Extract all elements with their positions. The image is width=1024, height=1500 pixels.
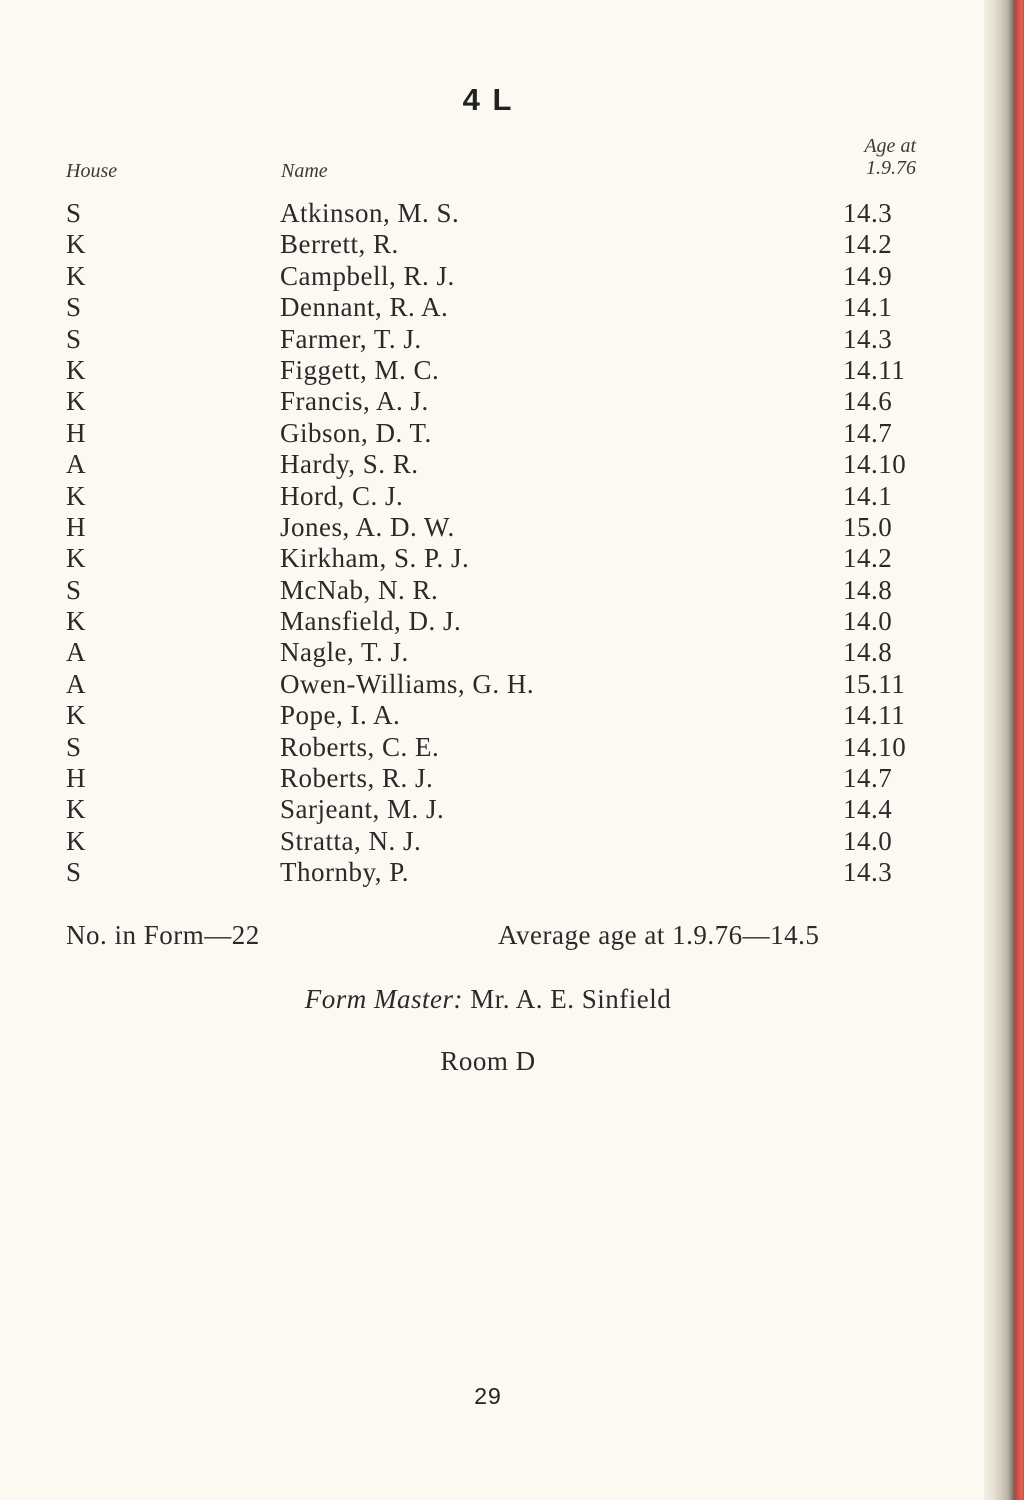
student-row	[0, 292, 976, 323]
student-house: K	[66, 543, 86, 574]
student-name: Pope, I. A.	[280, 700, 401, 731]
student-age: 14.3	[843, 323, 893, 354]
student-house: K	[66, 229, 86, 260]
student-age: 14.11	[843, 354, 906, 385]
student-age: 14.1	[843, 480, 893, 511]
student-row	[0, 386, 976, 417]
student-house: S	[66, 198, 82, 228]
age-header-line-2: 1.9.76	[866, 157, 916, 179]
student-name: Campbell, R. J.	[280, 260, 455, 291]
student-row	[0, 449, 976, 480]
student-name: Gibson, D. T.	[280, 417, 432, 448]
student-house: A	[66, 668, 86, 699]
student-age: 14.1	[843, 292, 893, 323]
student-row	[0, 355, 976, 386]
student-name: Berrett, R.	[280, 229, 399, 260]
student-age: 14.2	[843, 229, 893, 260]
room: Room D	[440, 1046, 536, 1076]
page-number: 29	[474, 1383, 502, 1409]
student-name: Thornby, P.	[280, 857, 410, 888]
student-name: Stratta, N. J.	[280, 825, 422, 856]
student-row	[0, 826, 976, 857]
student-house: S	[66, 574, 82, 605]
student-row	[0, 606, 976, 637]
house-column-header: House	[66, 160, 118, 182]
student-house: A	[66, 637, 86, 668]
student-house: H	[66, 763, 86, 794]
student-name: Jones, A. D. W.	[280, 511, 455, 542]
student-age: 14.0	[843, 606, 893, 637]
student-house: H	[66, 511, 86, 542]
student-age: 14.2	[843, 543, 893, 574]
student-house: S	[66, 323, 82, 354]
student-row	[0, 732, 976, 763]
student-name: Roberts, R. J.	[280, 763, 434, 794]
student-row	[0, 857, 976, 888]
student-name: Hardy, S. R.	[280, 449, 419, 480]
student-house: K	[66, 794, 86, 825]
form-master-label: Form Master:	[304, 984, 463, 1014]
student-row	[0, 229, 976, 260]
student-name: Farmer, T. J.	[280, 323, 422, 354]
student-age: 14.8	[843, 574, 893, 605]
student-name: Figgett, M. C.	[280, 354, 440, 385]
student-roster	[0, 198, 976, 889]
student-row	[0, 669, 976, 700]
student-name: Sarjeant, M. J.	[280, 794, 445, 825]
form-master-name: Mr. A. E. Sinfield	[470, 984, 672, 1014]
student-house: K	[66, 480, 86, 511]
student-house: K	[66, 386, 86, 417]
student-age: 14.0	[843, 825, 893, 856]
student-age: 14.7	[843, 763, 893, 794]
student-row	[0, 763, 976, 794]
student-row	[0, 575, 976, 606]
student-row	[0, 512, 976, 543]
student-house: K	[66, 700, 86, 731]
student-name: Atkinson, M. S.	[280, 198, 460, 228]
student-house: S	[66, 857, 82, 888]
age-column-header	[800, 135, 916, 179]
student-age: 14.3	[843, 198, 893, 228]
student-age: 14.10	[843, 731, 907, 762]
student-age: 14.3	[843, 857, 893, 888]
student-age: 15.0	[843, 511, 893, 542]
student-house: S	[66, 292, 82, 323]
form-title: 4 L	[462, 82, 514, 117]
student-name: Mansfield, D. J.	[280, 606, 462, 637]
student-name: Kirkham, S. P. J.	[280, 543, 470, 574]
student-row	[0, 700, 976, 731]
student-name: Nagle, T. J.	[280, 637, 409, 668]
student-name: Francis, A. J.	[280, 386, 429, 417]
student-row	[0, 481, 976, 512]
average-age: Average age at 1.9.76—14.5	[498, 920, 820, 950]
student-house: K	[66, 260, 86, 291]
student-row	[0, 543, 976, 574]
form-master-line	[0, 984, 976, 1015]
student-house: A	[66, 449, 86, 480]
student-age: 14.6	[843, 386, 893, 417]
name-column-header: Name	[281, 160, 328, 182]
student-name: Dennant, R. A.	[280, 292, 449, 323]
student-row	[0, 261, 976, 292]
student-house: K	[66, 354, 86, 385]
student-name: Hord, C. J.	[280, 480, 404, 511]
student-row	[0, 198, 976, 229]
student-age: 15.11	[843, 668, 906, 699]
student-age: 14.8	[843, 637, 893, 668]
student-row	[0, 794, 976, 825]
student-age: 14.7	[843, 417, 893, 448]
student-house: K	[66, 606, 86, 637]
student-row	[0, 637, 976, 668]
student-age: 14.11	[843, 700, 906, 731]
student-row	[0, 324, 976, 355]
student-age: 14.10	[843, 449, 907, 480]
student-house: K	[66, 825, 86, 856]
student-name: Roberts, C. E.	[280, 731, 440, 762]
student-house: H	[66, 417, 86, 448]
age-header-line-1: Age at	[864, 135, 916, 157]
student-name: Owen-Williams, G. H.	[280, 668, 535, 699]
student-name: McNab, N. R.	[280, 574, 439, 605]
form-count: No. in Form—22	[66, 920, 260, 950]
student-row	[0, 418, 976, 449]
student-age: 14.4	[843, 794, 893, 825]
page-edge	[984, 0, 1024, 1500]
student-house: S	[66, 731, 82, 762]
student-age: 14.9	[843, 260, 893, 291]
